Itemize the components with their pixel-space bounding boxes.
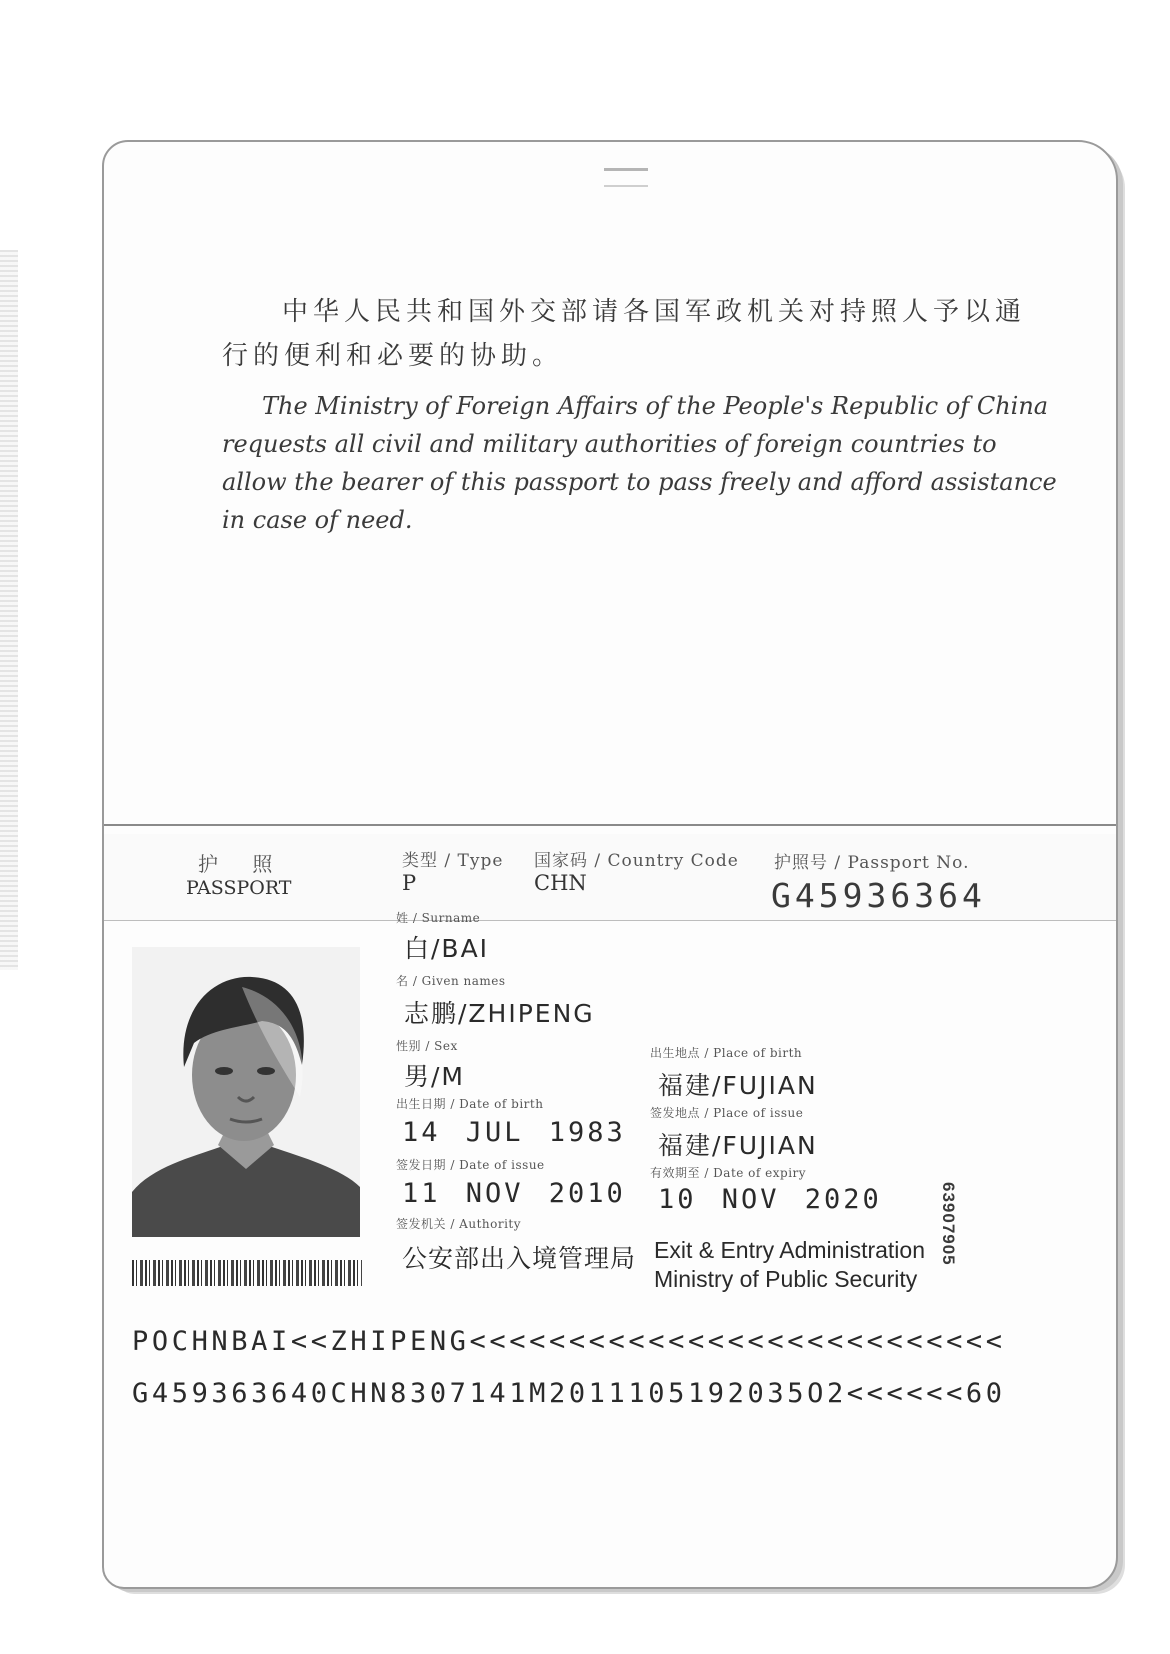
date-of-issue-value: 11 NOV 2010 <box>402 1178 626 1209</box>
date-of-birth-label: 出生日期 / Date of birth <box>396 1097 544 1111</box>
given-names-value: 志鹏/ZHIPENG <box>404 999 595 1028</box>
place-of-issue-label: 签发地点 / Place of issue <box>650 1106 804 1120</box>
doc-title <box>186 848 291 899</box>
country-code-field <box>534 846 739 895</box>
date-of-issue-label: 签发日期 / Date of issue <box>396 1158 545 1172</box>
date-of-birth-value: 14 JUL 1983 <box>402 1117 626 1148</box>
given-names-label: 名 / Given names <box>396 974 506 988</box>
doc-title-zh: 护 照 <box>198 852 287 876</box>
scan-edge-shadow <box>0 250 18 970</box>
type-label: 类型 / Type <box>402 851 504 871</box>
country-code-label: 国家码 / Country Code <box>534 851 739 871</box>
date-of-expiry-label: 有效期至 / Date of expiry <box>650 1166 807 1180</box>
authority-english-line2: Ministry of Public Security <box>654 1266 918 1292</box>
page-top-mark <box>604 168 648 187</box>
data-page-header <box>104 834 1116 921</box>
photo-barcode <box>132 1260 362 1286</box>
doc-title-en: PASSPORT <box>186 877 292 899</box>
type-value: P <box>402 871 417 895</box>
place-of-issue-value: 福建/FUJIAN <box>658 1131 818 1160</box>
sex-value: 男/M <box>404 1062 465 1091</box>
holder-photo <box>132 947 360 1237</box>
surname-value: 白/BAI <box>404 934 490 963</box>
type-field <box>402 846 503 895</box>
place-of-birth-label: 出生地点 / Place of birth <box>650 1046 803 1060</box>
portrait-image <box>132 947 360 1237</box>
passport-no-field <box>774 848 970 873</box>
side-serial-number: 63907905 <box>939 1182 958 1266</box>
sex-label: 性别 / Sex <box>396 1039 458 1053</box>
authority-chinese: 公安部出入境管理局 <box>402 1244 637 1273</box>
surname-label: 姓 / Surname <box>396 911 481 925</box>
authority-english <box>654 1236 925 1294</box>
country-code-value: CHN <box>534 871 587 895</box>
statement-english: The Ministry of Foreign Affairs of the People's Republic of China requests all civil and military authorities of foreign countries to allow the bearer of this passport to pass freely and afford assistance in case of need. <box>222 392 1057 534</box>
authority-label: 签发机关 / Authority <box>396 1217 522 1231</box>
passport-no-label: 护照号 / Passport No. <box>774 853 970 873</box>
statement-chinese: 中华人民共和国外交部请各国军政机关对持照人予以通行的便利和必要的协助。 <box>222 297 1027 371</box>
passport-no-value: G45936364 <box>771 876 986 915</box>
authority-english-line1: Exit & Entry Administration <box>654 1237 925 1263</box>
data-page-edge <box>104 824 1116 826</box>
passport-booklet <box>102 140 1118 1589</box>
date-of-expiry-value: 10 NOV 2020 <box>658 1184 882 1215</box>
mrz-line-2: G459363640CHN8307141M2011105192035O2<<<<<<60 <box>132 1378 1006 1409</box>
mrz-line-1: POCHNBAI<<ZHIPENG<<<<<<<<<<<<<<<<<<<<<<<<<<< <box>132 1326 1006 1357</box>
place-of-birth-value: 福建/FUJIAN <box>658 1071 818 1100</box>
